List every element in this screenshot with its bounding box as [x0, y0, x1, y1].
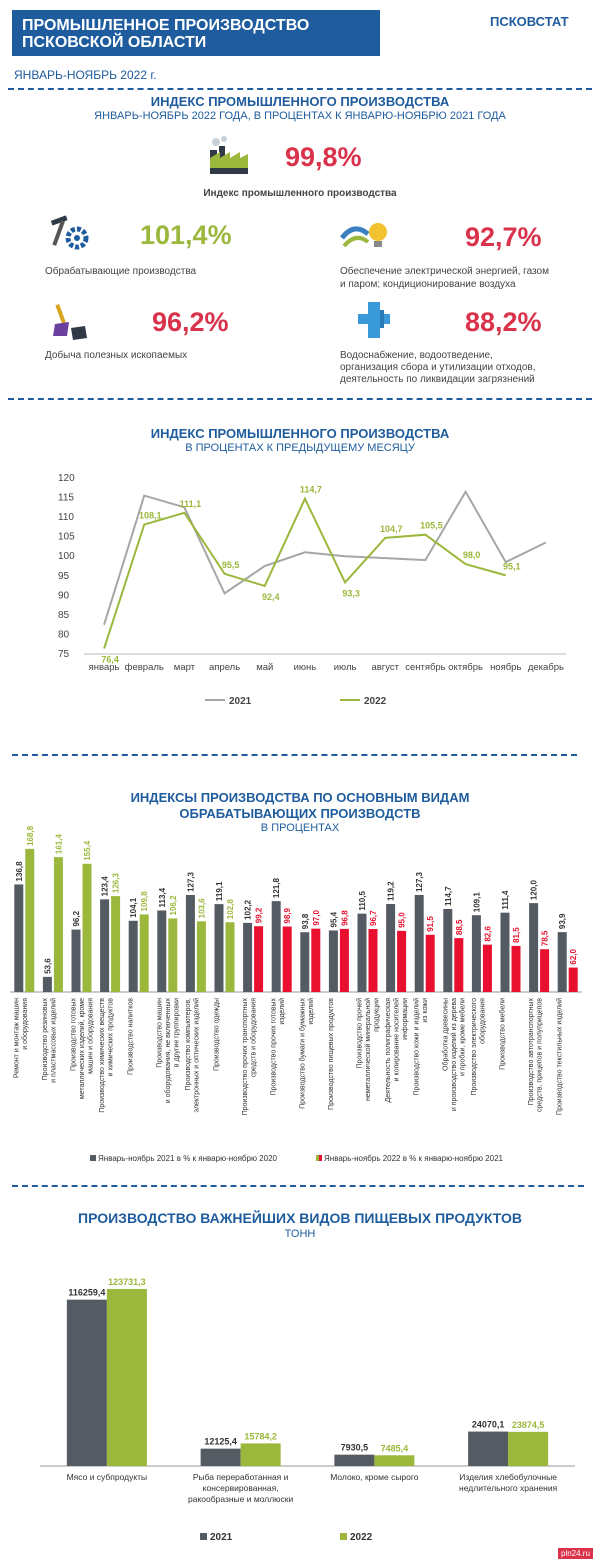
category-label: Производство готовых: [70, 998, 78, 1071]
data-label: 15784,2: [244, 1431, 277, 1442]
bar-2021: [157, 910, 166, 992]
y-tick-label: 105: [58, 531, 75, 543]
category-label: машин и оборудования: [87, 998, 95, 1074]
bar-2022: [168, 918, 177, 992]
manufacturing-value: 101,4%: [140, 220, 232, 250]
data-label: 95,5: [221, 559, 240, 570]
x-tick-label: март: [173, 662, 196, 673]
category-label: и химических продуктов: [107, 998, 115, 1077]
legend-swatch: [90, 1155, 96, 1161]
food-chart: [0, 1250, 600, 1550]
energy-icon: [338, 216, 392, 256]
data-label: 113,4: [157, 887, 167, 908]
bar-2022: [254, 926, 263, 992]
brand-name: ПСКОВСТАТ: [490, 14, 569, 29]
divider: [8, 88, 592, 90]
data-label: 136,8: [14, 861, 24, 882]
data-label: 95,4: [329, 911, 339, 928]
legend-label: 2022: [364, 696, 387, 707]
bar-2022: [369, 929, 378, 992]
bar-2022: [54, 857, 63, 992]
category-label: Производство одежды: [213, 998, 221, 1072]
legend-label: Январь-ноябрь 2022 в % к январю-ноябрю 2021: [324, 1154, 503, 1163]
bar-2022: [483, 945, 492, 992]
bar-2021: [558, 932, 567, 992]
bar-2021: [129, 921, 138, 992]
data-label: 127,3: [415, 871, 425, 892]
water-pipe-icon: [356, 300, 392, 340]
category-label: и оборудования: [21, 998, 29, 1050]
bar-2022: [569, 968, 578, 992]
bar-2021: [472, 915, 481, 992]
bar-2021: [215, 904, 224, 992]
data-label: 104,7: [379, 523, 403, 534]
category-label: Производство текстильных изделий: [556, 998, 564, 1116]
legend-swatch: [316, 1155, 319, 1161]
data-label: 99,2: [254, 907, 264, 924]
page-title-line1: ПРОМЫШЛЕННОЕ ПРОИЗВОДСТВО: [22, 17, 310, 34]
data-label: 121,8: [272, 878, 282, 899]
x-tick-label: июль: [333, 662, 357, 673]
category-label: Производство автотранспортных: [528, 998, 536, 1106]
bar-2021: [67, 1300, 107, 1466]
mining-label: Добыча полезных ископаемых: [45, 350, 188, 361]
data-label: 93,3: [342, 588, 360, 599]
category-label: и пластмассовых изделий: [50, 998, 58, 1083]
data-label: 168,8: [25, 825, 35, 846]
data-label: 96,2: [72, 910, 81, 927]
category-label: электронных и оптических изделий: [193, 998, 201, 1113]
category-label: изделий: [307, 998, 315, 1025]
mining-value: 96,2%: [152, 307, 229, 337]
bar-chart-title-1: ИНДЕКСЫ ПРОИЗВОДСТВА ПО ОСНОВНЫМ ВИДАМ: [130, 790, 470, 805]
data-label: 161,4: [54, 834, 64, 855]
manufacturing-label: Обрабатывающие производства: [45, 266, 197, 277]
data-label: 24070,1: [471, 1419, 505, 1430]
divider: [12, 754, 577, 756]
y-tick-label: 100: [58, 551, 75, 563]
category-label: Производство химических веществ: [99, 998, 107, 1113]
energy-value: 92,7%: [465, 222, 542, 252]
bar-2021: [272, 901, 281, 992]
water-label-3: деятельность по ликвидации загрязнений: [340, 374, 535, 385]
data-label: 81,5: [512, 927, 521, 943]
x-tick-label: октябрь: [448, 662, 483, 673]
data-label: 76,4: [101, 654, 119, 665]
bar-2021: [415, 895, 424, 992]
legend-label: 2021: [229, 696, 252, 707]
bar-2022: [340, 929, 349, 992]
data-label: 110,5: [358, 891, 367, 911]
legend-swatch: [200, 1533, 207, 1540]
bar-2022: [454, 938, 463, 992]
category-label: металлических изделий, кроме: [79, 998, 86, 1100]
water-label-1: Водоснабжение, водоотведение,: [340, 350, 493, 361]
data-label: 102,8: [226, 899, 235, 920]
category-label: Производство бумаги и бумажных: [299, 998, 307, 1109]
data-label: 12125,4: [204, 1436, 237, 1447]
bar-2021: [186, 895, 195, 992]
category-label: Мясо и субпродукты: [66, 1472, 148, 1482]
data-label: 155,4: [83, 840, 92, 861]
bar-chart-subtitle: В ПРОЦЕНТАХ: [260, 822, 340, 834]
data-label: 104,1: [129, 897, 139, 918]
data-label: 114,7: [299, 484, 322, 495]
category-label: Производство машин: [156, 998, 164, 1068]
category-label: Производство кожи и изделий: [413, 998, 421, 1096]
food-chart-title: ПРОИЗВОДСТВО ВАЖНЕЙШИХ ВИДОВ ПИЩЕВЫХ ПРОДУКТОВ: [78, 1210, 522, 1226]
y-tick-label: 120: [58, 473, 75, 484]
x-tick-label: апрель: [208, 662, 241, 673]
category-label: оборудования: [479, 998, 487, 1044]
mining-icon: [45, 302, 91, 342]
bar-2021: [443, 909, 452, 992]
x-tick-label: февраль: [124, 662, 164, 673]
category-label: Обработка древесины: [442, 998, 450, 1071]
data-label: 62,0: [569, 948, 579, 965]
category-label: консервированная,: [202, 1483, 279, 1493]
bar-2022: [283, 927, 292, 992]
water-value: 88,2%: [465, 307, 542, 337]
data-label: 95,0: [397, 912, 407, 928]
category-label: в другие группировки: [173, 998, 181, 1068]
y-tick-label: 110: [58, 512, 74, 524]
x-tick-label: июнь: [293, 662, 317, 673]
main-index-value: 99,8%: [285, 142, 362, 172]
section1-title: ИНДЕКС ПРОМЫШЛЕННОГО ПРОИЗВОДСТВА: [150, 94, 450, 109]
category-label: Производство компьютеров,: [184, 998, 192, 1091]
data-label: 123731,3: [108, 1276, 146, 1287]
energy-label-2: и паром; кондиционирование воздуха: [340, 279, 516, 290]
data-label: 119,2: [386, 881, 396, 901]
category-label: Производство пищевых продуктов: [327, 998, 335, 1110]
category-label: Производство прочих готовых: [270, 998, 278, 1096]
period-label: ЯНВАРЬ-НОЯБРЬ 2022 г.: [14, 68, 157, 82]
food-chart-subtitle: ТОНН: [284, 1228, 316, 1240]
y-tick-label: 80: [58, 629, 70, 641]
data-label: 127,3: [186, 871, 196, 892]
divider: [8, 398, 592, 400]
bar-2022: [512, 946, 521, 992]
data-label: 126,3: [111, 873, 121, 894]
page-title-line2: ПСКОВСКОЙ ОБЛАСТИ: [22, 34, 207, 51]
bar-2021: [334, 1455, 374, 1466]
bar-2021: [529, 903, 538, 992]
data-label: 111,4: [501, 890, 510, 910]
footer-tag: pln24.ru: [558, 1548, 593, 1559]
x-tick-label: декабрь: [527, 662, 564, 673]
bar-2021: [43, 977, 52, 992]
category-label: продукции: [373, 998, 381, 1032]
bar-2022: [226, 922, 235, 992]
water-label-2: организация сбора и утилизации отходов,: [340, 362, 536, 373]
data-label: 91,5: [426, 916, 436, 932]
data-label: 96,7: [369, 910, 378, 926]
bar-2022: [107, 1289, 147, 1466]
legend-label: Январь-ноябрь 2021 в % к январю-ноябрю 2020: [98, 1154, 277, 1163]
line-chart-title: ИНДЕКС ПРОМЫШЛЕННОГО ПРОИЗВОДСТВА: [150, 426, 450, 441]
data-label: 23874,5: [511, 1419, 545, 1430]
y-tick-label: 85: [58, 609, 70, 621]
bar-2021: [72, 930, 81, 992]
category-label: Производство электрического: [470, 998, 478, 1096]
category-label: и производство изделий из дерева: [450, 998, 458, 1112]
bar-2021: [386, 904, 395, 992]
bar-2021: [329, 930, 338, 992]
y-tick-label: 75: [58, 649, 70, 660]
data-label: 105,5: [420, 520, 443, 531]
data-label: 111,1: [179, 498, 202, 509]
divider: [12, 1185, 584, 1187]
bar-2021: [14, 884, 23, 992]
data-label: 109,1: [472, 892, 482, 913]
data-label: 93,9: [558, 913, 568, 930]
data-label: 114,7: [443, 886, 453, 906]
data-label: 82,6: [483, 926, 493, 942]
x-tick-label: январь: [88, 662, 120, 673]
page-title: [12, 10, 380, 56]
bar-2022: [426, 935, 435, 992]
data-label: 96,8: [340, 910, 350, 926]
data-label: 109,8: [140, 891, 150, 912]
data-label: 119,1: [215, 881, 224, 902]
category-label: Производство напитков: [127, 998, 135, 1076]
series-line-2022: [104, 499, 506, 649]
bar-2022: [83, 864, 92, 992]
data-label: 102,2: [243, 899, 253, 920]
bar-2022: [397, 931, 406, 992]
data-label: 98,9: [283, 907, 293, 924]
category-label: недлительного хранения: [459, 1483, 558, 1493]
y-tick-label: 95: [58, 570, 70, 582]
legend-label: 2021: [210, 1532, 233, 1543]
data-label: 78,5: [540, 930, 550, 947]
category-label: Деятельность полиграфическая: [385, 998, 393, 1103]
bar-2021: [100, 899, 109, 992]
bar-2022: [374, 1455, 414, 1466]
y-tick-label: 90: [58, 590, 70, 602]
bar-2021: [501, 913, 510, 992]
energy-label-1: Обеспечение электрической энергией, газом: [340, 266, 549, 277]
data-label: 93,8: [300, 913, 310, 930]
x-tick-label: сентябрь: [405, 662, 446, 673]
bar-2021: [201, 1449, 241, 1466]
data-label: 98,0: [462, 550, 481, 561]
category-label: Рыба переработанная и: [192, 1472, 289, 1482]
category-label: Производство мебели: [499, 998, 507, 1070]
category-label: неметаллической минеральной: [365, 998, 372, 1101]
category-label: из кожи: [422, 998, 430, 1023]
data-label: 103,6: [197, 898, 207, 919]
category-label: изделий: [279, 998, 287, 1025]
bar-2021: [243, 923, 252, 992]
legend-swatch: [340, 1533, 347, 1540]
category-label: средств, прицепов и полуприцепов: [536, 998, 544, 1113]
bar-2021: [300, 932, 309, 992]
bar-2022: [311, 929, 320, 992]
data-label: 97,0: [311, 910, 321, 926]
data-label: 92,4: [261, 591, 280, 602]
data-label: 88,5: [454, 919, 464, 936]
line-chart: [0, 466, 600, 716]
bar-2022: [140, 914, 149, 992]
bar-2022: [508, 1432, 548, 1466]
data-label: 53,6: [43, 958, 53, 974]
x-tick-label: май: [256, 662, 274, 673]
factory-icon: [206, 132, 252, 178]
category-label: Производство прочих транспортных: [242, 998, 250, 1116]
x-tick-label: август: [371, 662, 400, 673]
category-label: ракообразные и моллюски: [188, 1494, 294, 1504]
section1-subtitle: ЯНВАРЬ-НОЯБРЬ 2022 ГОДА, В ПРОЦЕНТАХ К ЯНВАРЮ-НОЯБРЮ 2021 ГОДА: [94, 110, 506, 122]
data-label: 108,1: [138, 510, 162, 521]
legend-swatch: [319, 1155, 322, 1161]
data-label: 7485,4: [380, 1443, 409, 1454]
category-label: Ремонт и монтаж машин: [13, 998, 21, 1079]
bar-2022: [540, 949, 549, 992]
category-label: и копирование носителей: [393, 998, 401, 1082]
main-index-label: Индекс промышленного производства: [203, 188, 397, 199]
hammer-gear-icon: [45, 212, 91, 252]
data-label: 120,0: [529, 880, 539, 901]
data-label: 116259,4: [68, 1287, 106, 1298]
y-tick-label: 115: [58, 492, 74, 504]
category-label: Производство прочей: [356, 998, 364, 1069]
category-label: Молоко, кроме сырого: [330, 1472, 419, 1482]
legend-label: 2022: [350, 1532, 373, 1543]
data-label: 106,2: [168, 895, 178, 916]
bar-2022: [25, 849, 34, 992]
bar-2022: [111, 896, 120, 992]
line-chart-subtitle: В ПРОЦЕНТАХ К ПРЕДЫДУЩЕМУ МЕСЯЦУ: [185, 442, 415, 454]
category-label: Производство резиновых: [41, 998, 49, 1081]
data-label: 95,1: [502, 561, 521, 572]
bar-2022: [197, 921, 206, 992]
x-tick-label: ноябрь: [490, 662, 522, 673]
bar-2021: [468, 1432, 508, 1466]
category-label: Изделия хлебобулочные: [459, 1472, 557, 1482]
data-label: 123,4: [100, 876, 110, 897]
category-label: и оборудования, не включенных: [164, 998, 172, 1104]
data-label: 7930,5: [340, 1442, 369, 1453]
category-label: информации: [402, 998, 410, 1040]
category-label: средств и оборудования: [250, 998, 258, 1078]
bar-chart-title-2: ОБРАБАТЫВАЮЩИХ ПРОИЗВОДСТВ: [179, 806, 421, 821]
category-label: и пробки, кроме мебели: [459, 998, 467, 1077]
bar-2021: [358, 914, 367, 992]
bar-2022: [241, 1443, 281, 1466]
